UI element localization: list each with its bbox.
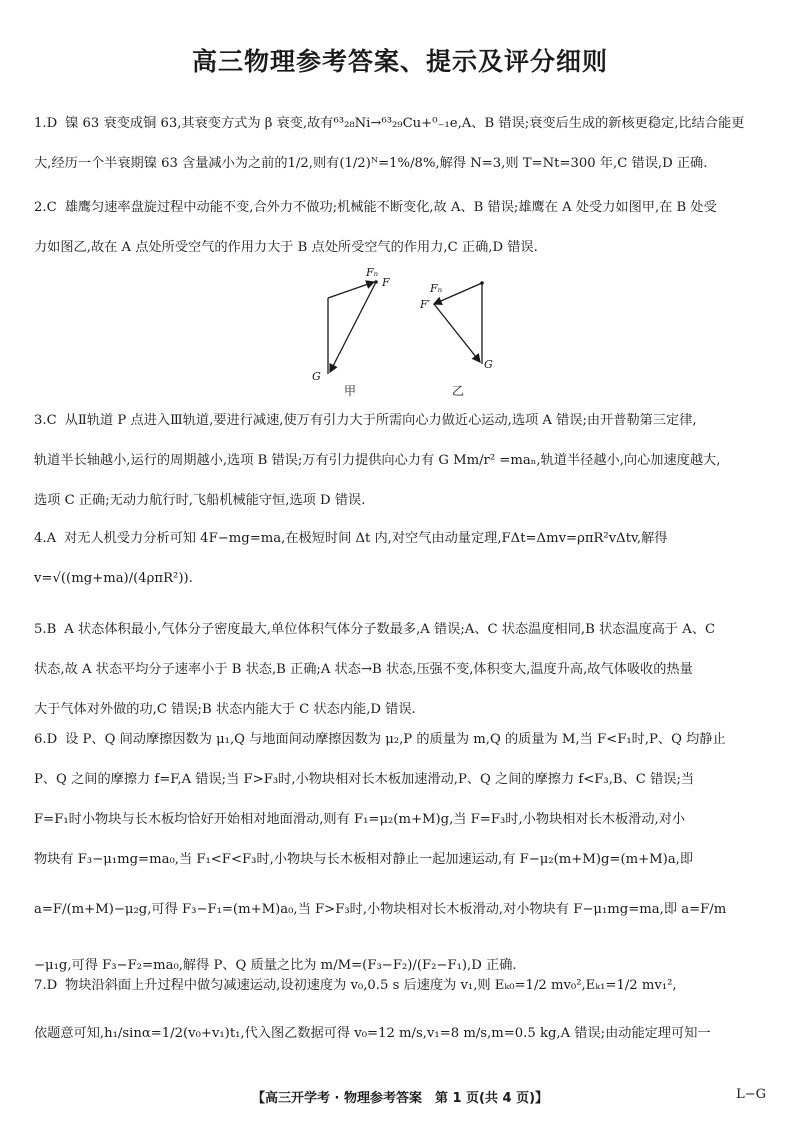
answer-line: 3.C 从Ⅱ轨道 P 点进入Ⅲ轨道,要进行减速,使万有引力大于所需向心力做近心运动,选项 A 错误;由开普勒第三定律, (34, 413, 697, 428)
answer-line: 力如图乙,故在 A 点处所受空气的作用力大于 B 点处所受空气的作用力,C 正确,D 错误. (34, 240, 538, 255)
yi-fn-label: Fₙ (430, 282, 443, 295)
answer-line: P、Q 之间的摩擦力 f=F,A 错误;当 F>F₃时,小物块相对长木板加速滑动,P、Q 之间的摩擦力 f<F₃,B、C 错误;当 (34, 772, 695, 787)
jia-caption: 甲 (344, 384, 357, 398)
answer-line: 轨道半长轴越小,运行的周期越小,选项 B 错误;万有引力提供向心力有 G Mm/r² =maₙ,轨道半径越小,向心加速度越大, (34, 453, 721, 468)
answer-number: 7.D (34, 978, 58, 993)
answer-number: 5.B (34, 622, 57, 637)
answer-line: F=F₁时小物块与长木板均恰好开始相对地面滑动,则有 F₁=μ₂(m+M)g,当 F=F₃时,小物块相对长木板滑动,对小 (34, 812, 686, 827)
answer-line: 1.D 镍 63 衰变成铜 63,其衰变方式为 β 衰变,故有⁶³₂₈Ni→⁶³₂₉Cu+⁰₋₁e,A、B 错误;衰变后生成的新核更稳定,比结合能更 (34, 116, 745, 131)
yi-g-label: G (484, 358, 493, 371)
jia-g-label: G (312, 370, 321, 383)
answer-line: 大于气体对外做的功,C 错误;B 状态内能大于 C 状态内能,D 错误. (34, 702, 416, 717)
answer-line: 7.D 物块沿斜面上升过程中做匀减速运动,设初速度为 v₀,0.5 s 后速度为 v₁,则 Eₖ₀=1/2 mv₀²,Eₖ₁=1/2 mv₁², (34, 978, 677, 993)
answer-line: 物块有 F₃−μ₁mg=ma₀,当 F₁<F<F₃时,小物块与长木板相对静止一起加速运动,有 F−μ₂(m+M)g=(m+M)a,即 (34, 852, 694, 867)
question-5 (34, 610, 769, 730)
yi-f-label: F′ (420, 298, 431, 311)
question-6 (34, 720, 769, 992)
question-7 (34, 966, 769, 1062)
question-1 (34, 104, 769, 184)
yi-g-arrow (434, 304, 480, 362)
answer-line: 大,经历一个半衰期镍 63 含量减小为之前的1/2,则有(1/2)ᴺ=1%/8%,解得 N=3,则 T=Nt=300 年,C 错误,D 正确. (34, 156, 708, 171)
answer-number: 3.C (34, 413, 57, 428)
jia-fn-label: Fₙ (366, 266, 379, 279)
answer-number: 4.A (34, 531, 57, 546)
answer-line: −μ₁g,可得 F₃−F₂=ma₀,解得 P、Q 质量之比为 m/M=(F₃−F₂)/(F₂−F₁),D 正确. (34, 958, 517, 973)
answer-line: 选项 C 正确;无动力航行时,飞船机械能守恒,选项 D 错误. (34, 493, 366, 508)
answer-number: 1.D (34, 116, 58, 131)
answer-line: v=√((mg+ma)/(4ρπR²)). (34, 571, 193, 586)
answer-line: 状态,故 A 状态平均分子速率小于 B 状态,B 正确;A 状态→B 状态,压强不变,体积变大,温度升高,故气体吸收的热量 (34, 662, 693, 677)
answer-line: 依题意可知,h₁/sinα=1/2(v₀+v₁)t₁,代入图乙数据可得 v₀=12 m/s,v₁=8 m/s,m=0.5 kg,A 错误;由动能定理可知一 (34, 1026, 711, 1041)
jia-f-label: F (382, 276, 390, 289)
answer-line: 2.C 雄鹰匀速率盘旋过程中动能不变,合外力不做功;机械能不断变化,故 A、B 错误;雄鹰在 A 处受力如图甲,在 B 处受 (34, 200, 717, 215)
question-2 (34, 188, 769, 268)
answer-line: 6.D 设 P、Q 间动摩擦因数为 μ₁,Q 与地面间动摩擦因数为 μ₂,P 的质量为 m,Q 的质量为 M,当 F<F₁时,P、Q 均静止 (34, 732, 726, 747)
footer-page-info: 【高三开学考 · 物理参考答案 第 1 页(共 4 页)】 (251, 1091, 549, 1106)
question-3 (34, 401, 769, 521)
force-diagram (300, 264, 520, 404)
answer-line: 5.B A 状态体积最小,气体分子密度最大,单位体积气体分子数最多,A 错误;A、C 状态温度相同,B 状态温度高于 A、C (34, 622, 716, 637)
answer-number: 2.C (34, 200, 57, 215)
footer-code: L−G (736, 1087, 766, 1102)
answer-line: a=F/(m+M)−μ₂g,可得 F₃−F₁=(m+M)a₀,当 F>F₃时,小物块相对长木板滑动,对小物块有 F−μ₁mg=ma,即 a=F/m (34, 902, 727, 917)
question-4 (34, 519, 769, 599)
page-title: 高三物理参考答案、提示及评分细则 (191, 47, 608, 76)
jia-point (374, 280, 378, 284)
answer-number: 6.D (34, 732, 58, 747)
answer-line: 4.A 对无人机受力分析可知 4F−mg=ma,在极短时间 Δt 内,对空气由动量定理,FΔt=Δmv=ρπR²vΔtv,解得 (34, 531, 668, 546)
jia-fn-arrow (328, 282, 374, 298)
yi-caption: 乙 (452, 384, 465, 398)
force-diagram-svg (300, 264, 520, 404)
